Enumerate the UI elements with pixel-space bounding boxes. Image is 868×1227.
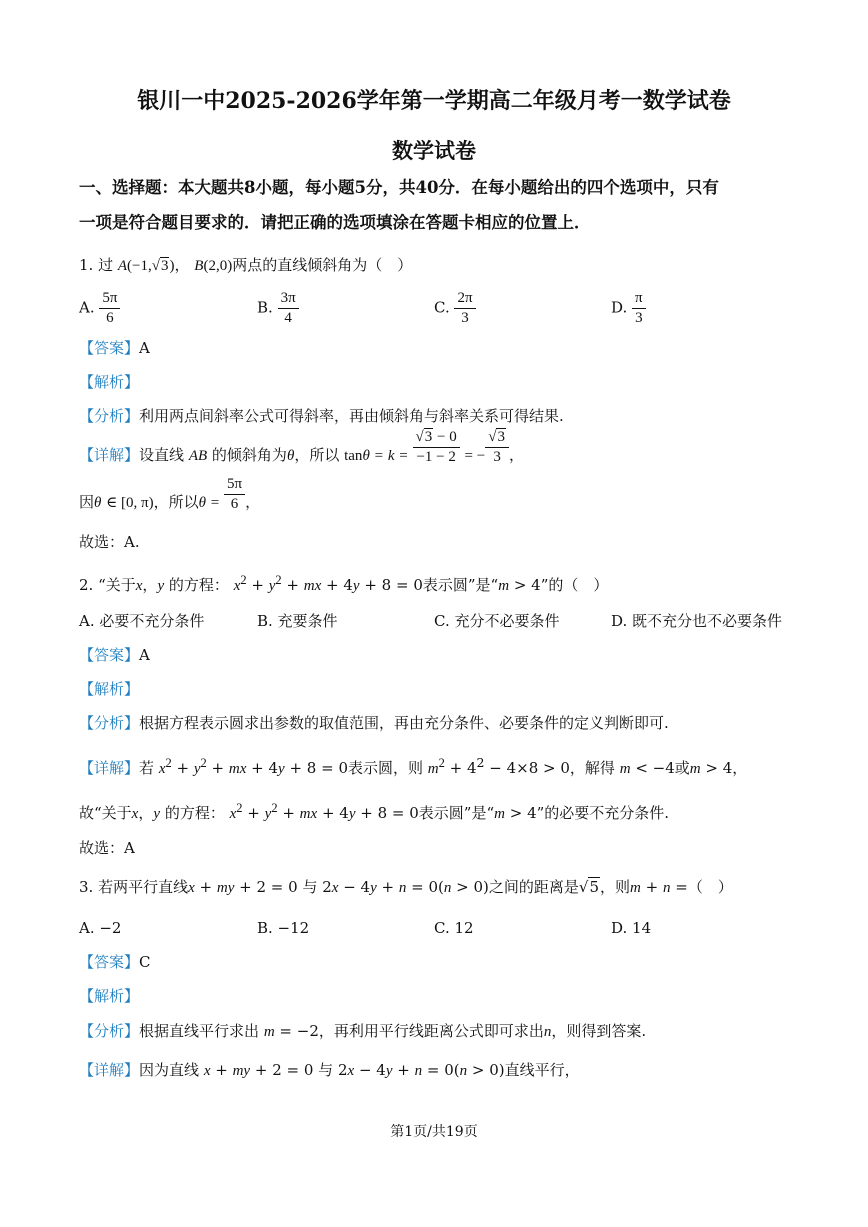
q2-conclusion: 故选：A — [79, 839, 135, 857]
q3-option-b[interactable]: B. −12 — [257, 919, 310, 937]
q3-option-d[interactable]: D. 14 — [611, 919, 652, 937]
q3-answer: 【答案】C — [79, 953, 151, 971]
q3-option-a[interactable]: A. −2 — [79, 919, 122, 937]
q1-option-a[interactable]: A. $\frac{5\pi}{6}$ — [79, 289, 120, 328]
q2-detail: 【详解】若 $x^2 + y^2$ + mx + 4y + 8 = 0表示圆，则 $m^2 + 4^2 - 4\times 8 > 0$，解得 m < −4或m > 4， — [79, 755, 748, 777]
q2-option-b[interactable]: B. 充要条件 — [257, 612, 338, 630]
q3-analysis-tag: 【解析】 — [79, 987, 140, 1005]
question-number: 1. 过 — [79, 256, 114, 274]
q2-option-a[interactable]: A. 必要不充分条件 — [79, 612, 205, 630]
point-a: A(−1,√3) — [117, 258, 175, 274]
q3-detail: 【详解】因为直线 x + my + 2 = 0 与 2x − 4y + n = 0(n > 0)直线平行， — [79, 1061, 580, 1079]
q2-analysis-tag: 【解析】 — [79, 680, 140, 698]
q1-option-c[interactable]: C. $\frac{2\pi}{3}$ — [434, 289, 476, 328]
question-3-stem: 3. 若两平行直线x + my + 2 = 0 与 2x − 4y + n = 0(n > 0)之间的距离是√5，则m + n =（ ） — [79, 878, 733, 896]
question-2-stem: 2. “关于x，y 的方程： $x^2 + y^2$ + mx + 4y + 8 = 0表示圆”是“m > 4”的（ ） — [79, 573, 609, 594]
q2-option-c[interactable]: C. 充分不必要条件 — [434, 612, 560, 630]
q1-detail-line-1: 【详解】设直线 AB 的倾斜角为θ，所以 tanθ = k = $\frac{√3 - 0}{-1 - 2}$ = − $\frac{√3}{3}$ ， — [79, 428, 524, 465]
q1-fenxi: 【分析】利用两点间斜率公式可得斜率，再由倾斜角与斜率关系可得结果. — [79, 407, 564, 425]
q3-option-c[interactable]: C. 12 — [434, 919, 474, 937]
q2-conclusion-text: 故“关于x，y 的方程： $x^2 + y^2$ + mx + 4y + 8 = 0表示圆”是“m > 4”的必要不充分条件. — [79, 801, 670, 822]
question-1-stem: 1. 过 A(−1,√3)， B(2,0)两点的直线倾斜角为（ ） — [79, 256, 413, 274]
section-instruction-line-1: 一、选择题：本大题共8小题，每小题5分，共40分．在每小题给出的四个选项中，只有 — [79, 178, 719, 197]
q1-detail-line-2: 因θ ∈ [0, π)，所以θ = $\frac{5\pi}{6}$ ， — [79, 475, 261, 512]
answer-value: A — [139, 339, 150, 357]
q1-option-b[interactable]: B. $\frac{3\pi}{4}$ — [257, 289, 299, 328]
answer-tag: 【答案】 — [79, 339, 140, 357]
q1-answer — [79, 338, 150, 358]
stem-tail: 两点的直线倾斜角为（ ） — [232, 256, 413, 274]
q1-analysis-tag: 【解析】 — [79, 373, 140, 391]
page-footer: 第1页/共19页 — [390, 1124, 478, 1140]
exam-title: 银川一中2025-2026学年第一学期高二年级月考一数学试卷 — [137, 88, 731, 114]
q2-answer: 【答案】A — [79, 646, 150, 664]
section-instruction-line-2: 一项是符合题目要求的．请把正确的选项填涂在答题卡相应的位置上． — [79, 213, 591, 232]
q1-conclusion: 故选：A. — [79, 533, 140, 551]
point-b: B(2,0) — [194, 258, 233, 274]
q1-option-d[interactable]: D. $\frac{\pi}{3}$ — [611, 289, 646, 328]
exam-subtitle: 数学试卷 — [392, 138, 476, 163]
q2-option-d[interactable]: D. 既不充分也不必要条件 — [611, 612, 783, 630]
q2-fenxi: 【分析】根据方程表示圆求出参数的取值范围，再由充分条件、必要条件的定义判断即可. — [79, 714, 669, 732]
q3-fenxi: 【分析】根据直线平行求出 m = −2，再利用平行线距离公式即可求出n，则得到答案. — [79, 1022, 647, 1040]
